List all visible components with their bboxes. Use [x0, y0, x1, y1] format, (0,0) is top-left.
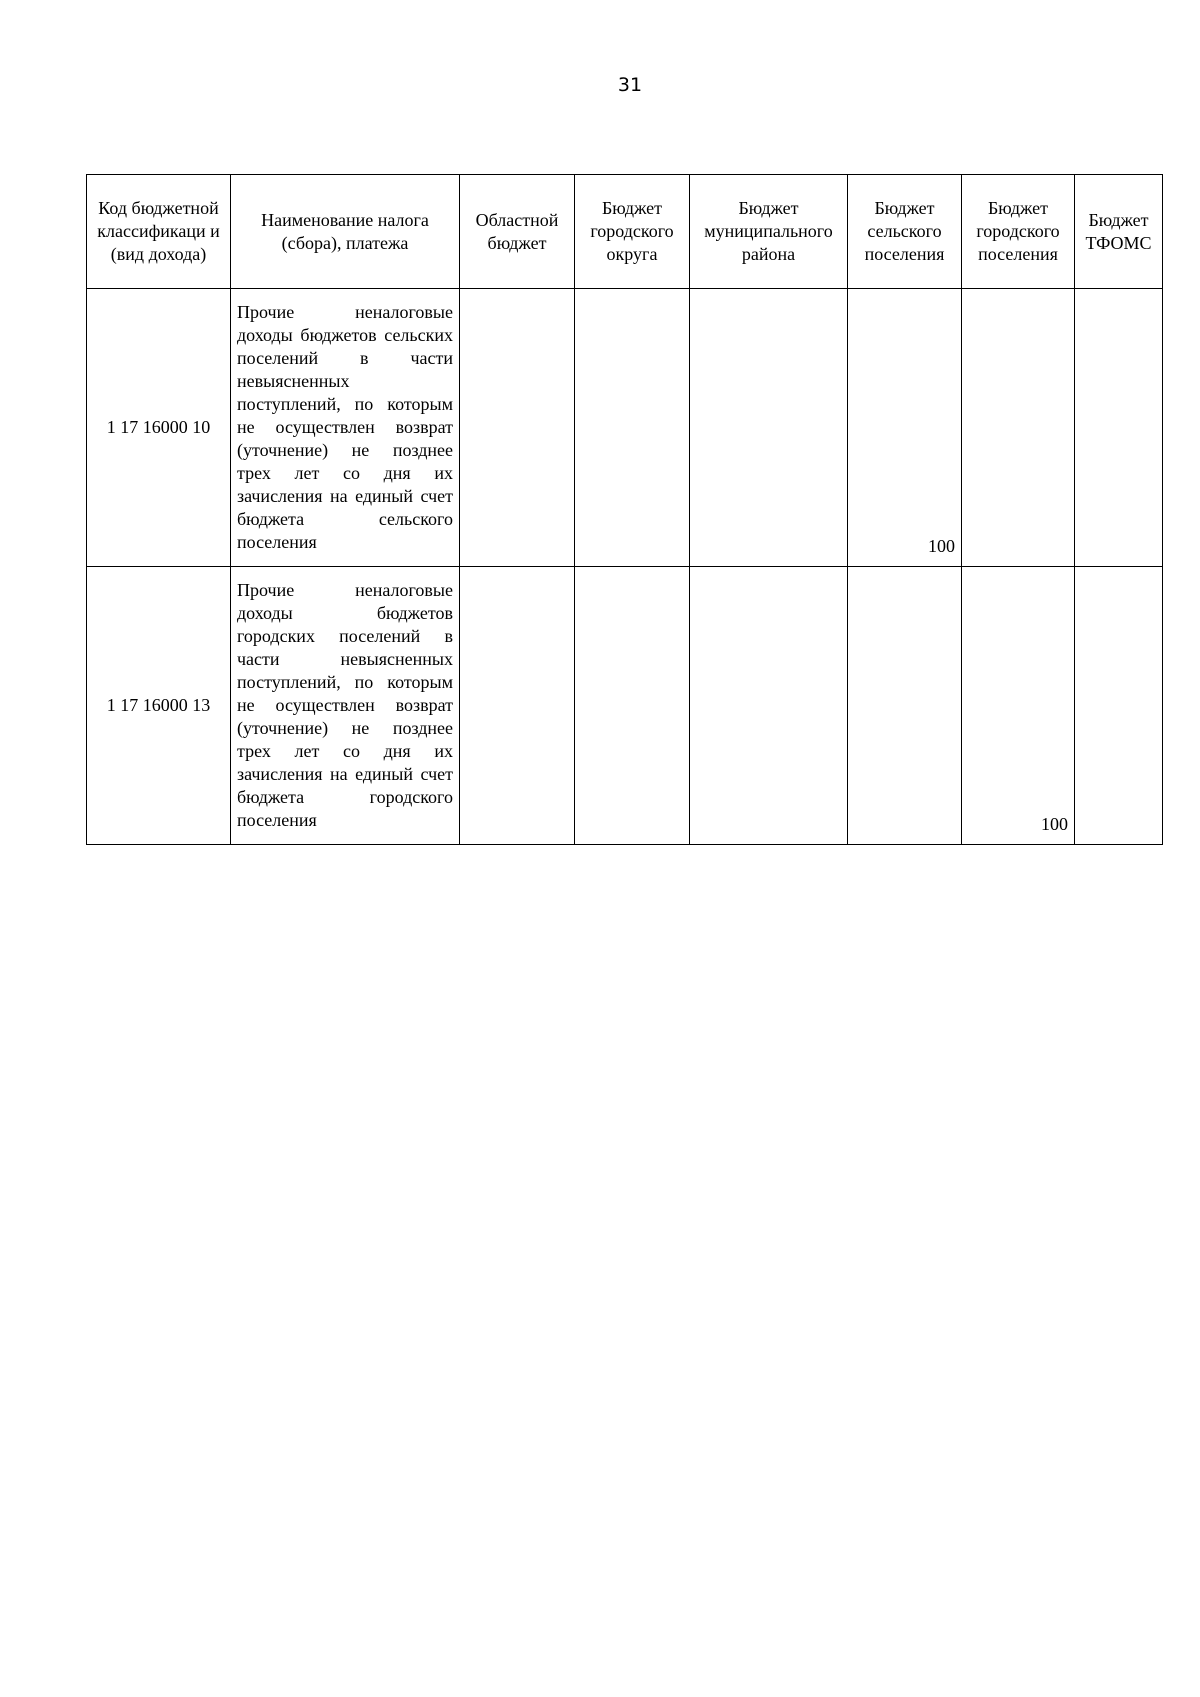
budget-revenue-table — [86, 174, 1163, 845]
header-city-district-budget: Бюджет городского округа — [575, 175, 690, 289]
header-regional-budget: Областной бюджет — [460, 175, 575, 289]
header-code: Код бюджетной классификаци и (вид дохода) — [87, 175, 231, 289]
header-tfoms-budget: Бюджет ТФОМС — [1075, 175, 1163, 289]
cell-municipal-district-budget — [690, 289, 848, 567]
table-row — [87, 289, 1163, 567]
cell-name: Прочие неналоговые доходы бюджетов сельских поселений в части невыясненных поступлений, по которым не осуществлен возврат (уточнение) не позднее трех лет со дня их зачисления на единый счет бюджета сельского поселения — [231, 289, 460, 567]
table-header-row — [87, 175, 1163, 289]
header-rural-settlement-budget: Бюджет сельского поселения — [848, 175, 962, 289]
cell-municipal-district-budget — [690, 567, 848, 845]
cell-code: 1 17 16000 10 — [87, 289, 231, 567]
cell-urban-settlement-budget — [962, 289, 1075, 567]
cell-rural-settlement-budget: 100 — [848, 289, 962, 567]
table-row — [87, 567, 1163, 845]
cell-tfoms-budget — [1075, 289, 1163, 567]
page-number: 31 — [617, 74, 643, 96]
cell-city-district-budget — [575, 567, 690, 845]
cell-tfoms-budget — [1075, 567, 1163, 845]
cell-city-district-budget — [575, 289, 690, 567]
header-name: Наименование налога (сбора), платежа — [231, 175, 460, 289]
cell-name: Прочие неналоговые доходы бюджетов городских поселений в части невыясненных поступлений, по которым не осуществлен возврат (уточнение) не позднее трех лет со дня их зачисления на единый счет бюджета городского поселения — [231, 567, 460, 845]
header-urban-settlement-budget: Бюджет городского поселения — [962, 175, 1075, 289]
cell-code: 1 17 16000 13 — [87, 567, 231, 845]
cell-regional-budget — [460, 567, 575, 845]
cell-regional-budget — [460, 289, 575, 567]
cell-rural-settlement-budget — [848, 567, 962, 845]
cell-urban-settlement-budget: 100 — [962, 567, 1075, 845]
header-municipal-district-budget: Бюджет муниципального района — [690, 175, 848, 289]
